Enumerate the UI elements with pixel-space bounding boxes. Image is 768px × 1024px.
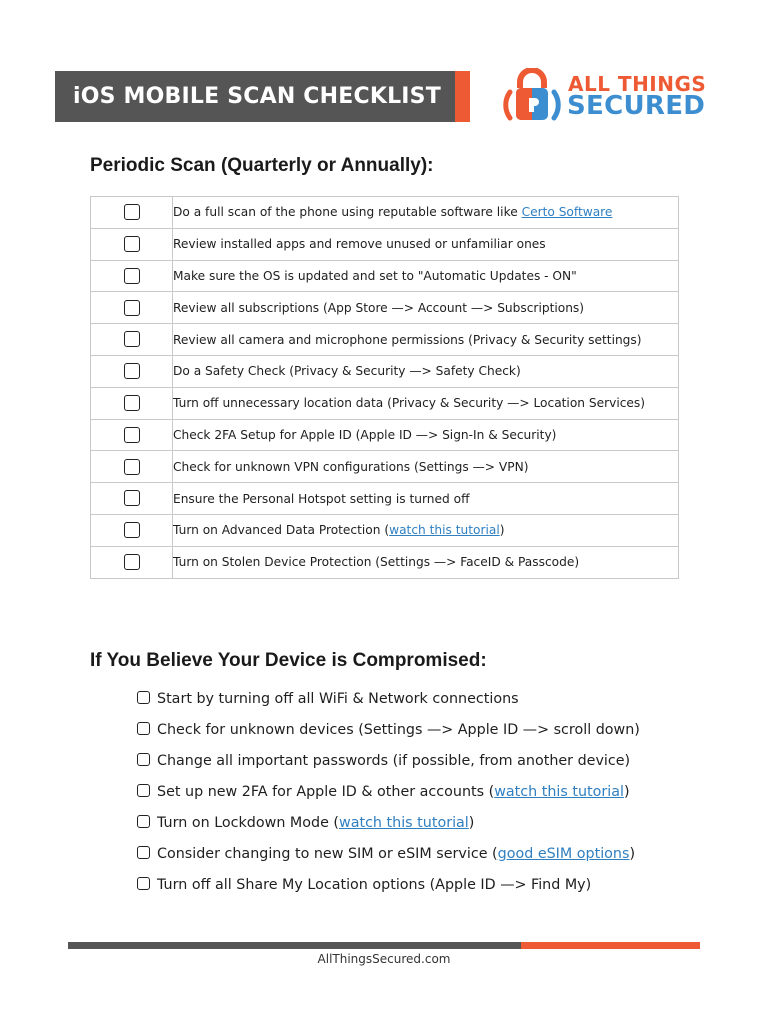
checkbox[interactable] xyxy=(137,753,150,766)
title-accent-bar xyxy=(455,71,470,122)
table-row xyxy=(91,546,679,578)
checkbox[interactable] xyxy=(137,877,150,890)
table-row xyxy=(91,260,679,292)
table-row xyxy=(91,355,679,387)
checkbox[interactable] xyxy=(124,363,140,379)
table-row xyxy=(91,483,679,515)
checklist-item-text: Do a full scan of the phone using reputable software like Certo Software xyxy=(173,197,679,229)
checkbox[interactable] xyxy=(124,427,140,443)
checkbox[interactable] xyxy=(124,268,140,284)
checkbox[interactable] xyxy=(124,554,140,570)
list-item: Change all important passwords (if possible, from another device) xyxy=(137,749,640,780)
esim-options-link[interactable]: good eSIM options xyxy=(497,846,630,862)
list-item: Start by turning off all WiFi & Network connections xyxy=(137,687,640,718)
logo-text-bottom: SECURED xyxy=(567,91,706,121)
checkbox[interactable] xyxy=(124,490,140,506)
periodic-checklist-table xyxy=(90,196,679,579)
checkbox[interactable] xyxy=(124,395,140,411)
list-item: Consider changing to new SIM or eSIM service (good eSIM options) xyxy=(137,842,640,873)
footer-divider xyxy=(68,942,521,949)
compromised-heading: If You Believe Your Device is Compromised: xyxy=(90,650,487,671)
checkbox[interactable] xyxy=(124,331,140,347)
logo-text-top: ALL THINGS xyxy=(568,72,707,96)
checkbox[interactable] xyxy=(124,204,140,220)
lock-icon xyxy=(500,68,564,126)
list-item: Turn on Lockdown Mode (watch this tutorial) xyxy=(137,811,640,842)
checklist-item-text: Turn on Advanced Data Protection (watch this tutorial) xyxy=(173,514,679,546)
checklist-item-text: Review all camera and microphone permissions (Privacy & Security settings) xyxy=(173,324,679,356)
checklist-item-text: Review all subscriptions (App Store —> Account —> Subscriptions) xyxy=(173,292,679,324)
table-row xyxy=(91,387,679,419)
tutorial-link[interactable]: watch this tutorial xyxy=(494,784,624,800)
list-item: Check for unknown devices (Settings —> Apple ID —> scroll down) xyxy=(137,718,640,749)
page-title: iOS MOBILE SCAN CHECKLIST xyxy=(55,71,455,122)
certo-software-link[interactable]: Certo Software xyxy=(521,205,613,220)
checkbox[interactable] xyxy=(124,300,140,316)
checklist-item-text: Check for unknown VPN configurations (Settings —> VPN) xyxy=(173,451,679,483)
checklist-item-text: Make sure the OS is updated and set to "Automatic Updates - ON" xyxy=(173,260,679,292)
tutorial-link[interactable]: watch this tutorial xyxy=(389,523,500,538)
checklist-item-text: Review installed apps and remove unused or unfamiliar ones xyxy=(173,228,679,260)
checkbox[interactable] xyxy=(137,784,150,797)
brand-logo xyxy=(500,68,715,124)
checklist-item-text: Check 2FA Setup for Apple ID (Apple ID —> Sign-In & Security) xyxy=(173,419,679,451)
checkbox[interactable] xyxy=(137,846,150,859)
table-row xyxy=(91,324,679,356)
checklist-item-text: Ensure the Personal Hotspot setting is turned off xyxy=(173,483,679,515)
table-row xyxy=(91,292,679,324)
compromised-checklist xyxy=(137,687,640,904)
checklist-item-text: Do a Safety Check (Privacy & Security —> Safety Check) xyxy=(173,355,679,387)
table-row xyxy=(91,197,679,229)
table-row xyxy=(91,228,679,260)
checkbox[interactable] xyxy=(137,722,150,735)
footer-divider-accent xyxy=(521,942,700,949)
table-row xyxy=(91,419,679,451)
checklist-item-text: Turn on Stolen Device Protection (Settings —> FaceID & Passcode) xyxy=(173,546,679,578)
list-item: Set up new 2FA for Apple ID & other accounts (watch this tutorial) xyxy=(137,780,640,811)
periodic-scan-heading: Periodic Scan (Quarterly or Annually): xyxy=(90,155,434,176)
checklist-item-text: Turn off unnecessary location data (Privacy & Security —> Location Services) xyxy=(173,387,679,419)
table-row xyxy=(91,514,679,546)
checkbox[interactable] xyxy=(137,691,150,704)
tutorial-link[interactable]: watch this tutorial xyxy=(339,815,469,831)
checkbox[interactable] xyxy=(137,815,150,828)
list-item: Turn off all Share My Location options (Apple ID —> Find My) xyxy=(137,873,640,904)
checkbox[interactable] xyxy=(124,236,140,252)
checkbox[interactable] xyxy=(124,459,140,475)
checkbox[interactable] xyxy=(124,522,140,538)
footer-site[interactable]: AllThingsSecured.com xyxy=(317,952,451,966)
table-row xyxy=(91,451,679,483)
